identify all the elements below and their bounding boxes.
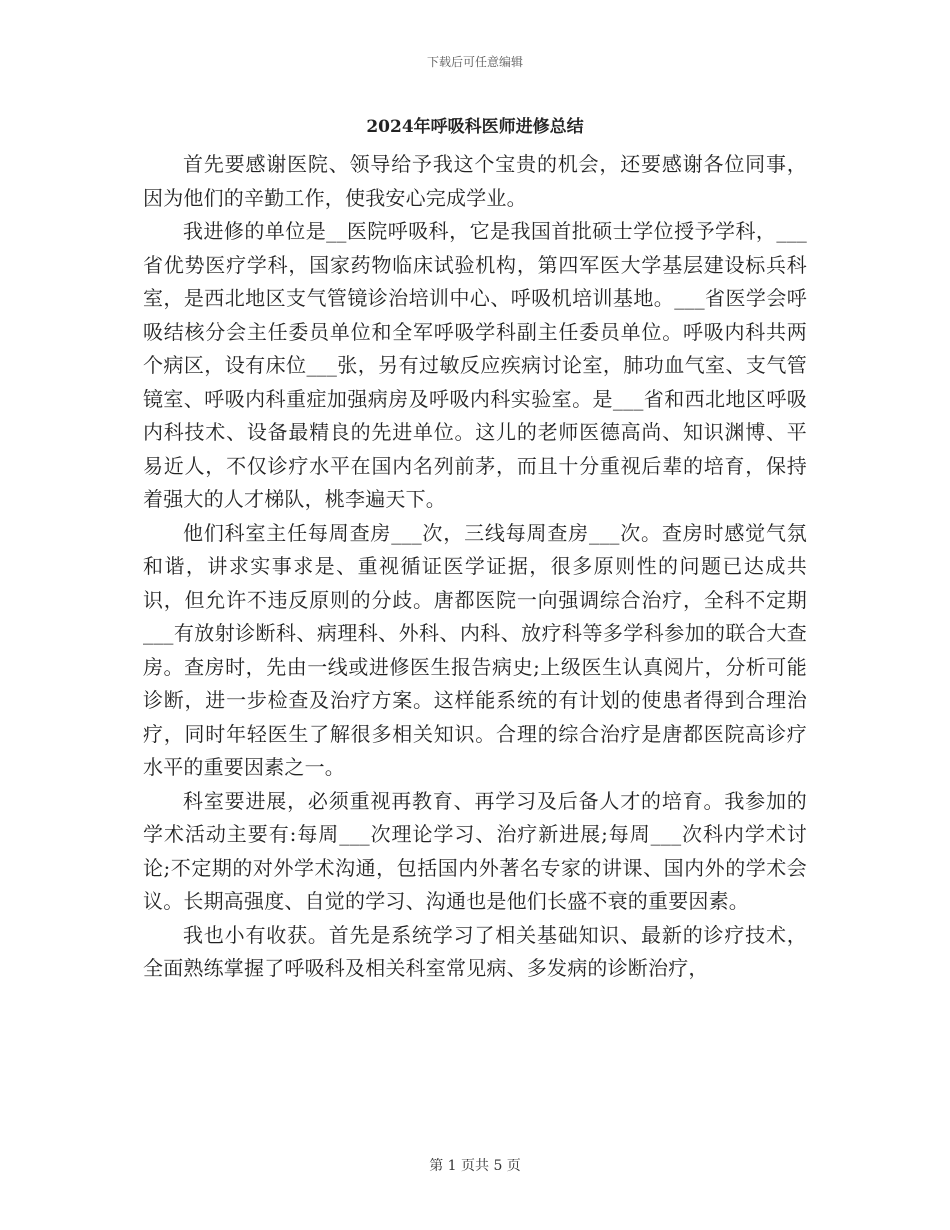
paragraph-5: 我也小有收获。首先是系统学习了相关基础知识、最新的诊疗技术，全面熟练掌握了呼吸科及相关科室常见病、多发病的诊断治疗， (143, 922, 807, 980)
paragraph-1: 首先要感谢医院、领导给予我这个宝贵的机会，还要感谢各位同事，因为他们的辛勤工作，使我安心完成学业。 (143, 152, 807, 210)
paragraph-2: 我进修的单位是__医院呼吸科，它是我国首批硕士学位授予学科，___省优势医疗学科，国家药物临床试验机构，第四军医大学基层建设标兵科室，是西北地区支气管镜诊治培训中心、呼吸机培训基地。___省医学会呼吸结核分会主任委员单位和全军呼吸学科副主任委员单位。呼吸内科共两个病区，设有床位___张，另有过敏反应疾病讨论室，肺功血气室、支气管镜室、呼吸内科重症加强病房及呼吸内科实验室。是___省和西北地区呼吸内科技术、设备最精良的先进单位。这儿的老师医德高尚、知识渊博、平易近人，不仅诊疗水平在国内名列前茅，而且十分重视后辈的培育，保持着强大的人才梯队，桃李遍天下。 (143, 219, 807, 511)
page-footer: 第 1 页共 5 页 (429, 1158, 521, 1174)
paragraph-4: 科室要进展，必须重视再教育、再学习及后备人才的培育。我参加的学术活动主要有:每周___次理论学习、治疗新进展;每周___次科内学术讨论;不定期的对外学术沟通，包括国内外著名专家的讲课、国内外的学术会议。长期高强度、自觉的学习、沟通也是他们长盛不衰的重要因素。 (143, 788, 807, 913)
document-title: 2024年呼吸科医师进修总结 (366, 117, 584, 137)
page-header: 下载后可任意编辑 (426, 55, 523, 69)
paragraph-3: 他们科室主任每周查房___次，三线每周查房___次。查房时感觉气氛和谐，讲求实事求是、重视循证医学证据，很多原则性的问题已达成共识，但允许不违反原则的分歧。唐都医院一向强调综合治疗，全科不定期___有放射诊断科、病理科、外科、内科、放疗科等多学科参加的联合大查房。查房时，先由一线或进修医生报告病史;上级医生认真阅片，分析可能诊断，进一步检查及治疗方案。这样能系统的有计划的使患者得到合理治疗，同时年轻医生了解很多相关知识。合理的综合治疗是唐都医院高诊疗水平的重要因素之一。 (143, 520, 807, 779)
document-body (143, 148, 807, 986)
